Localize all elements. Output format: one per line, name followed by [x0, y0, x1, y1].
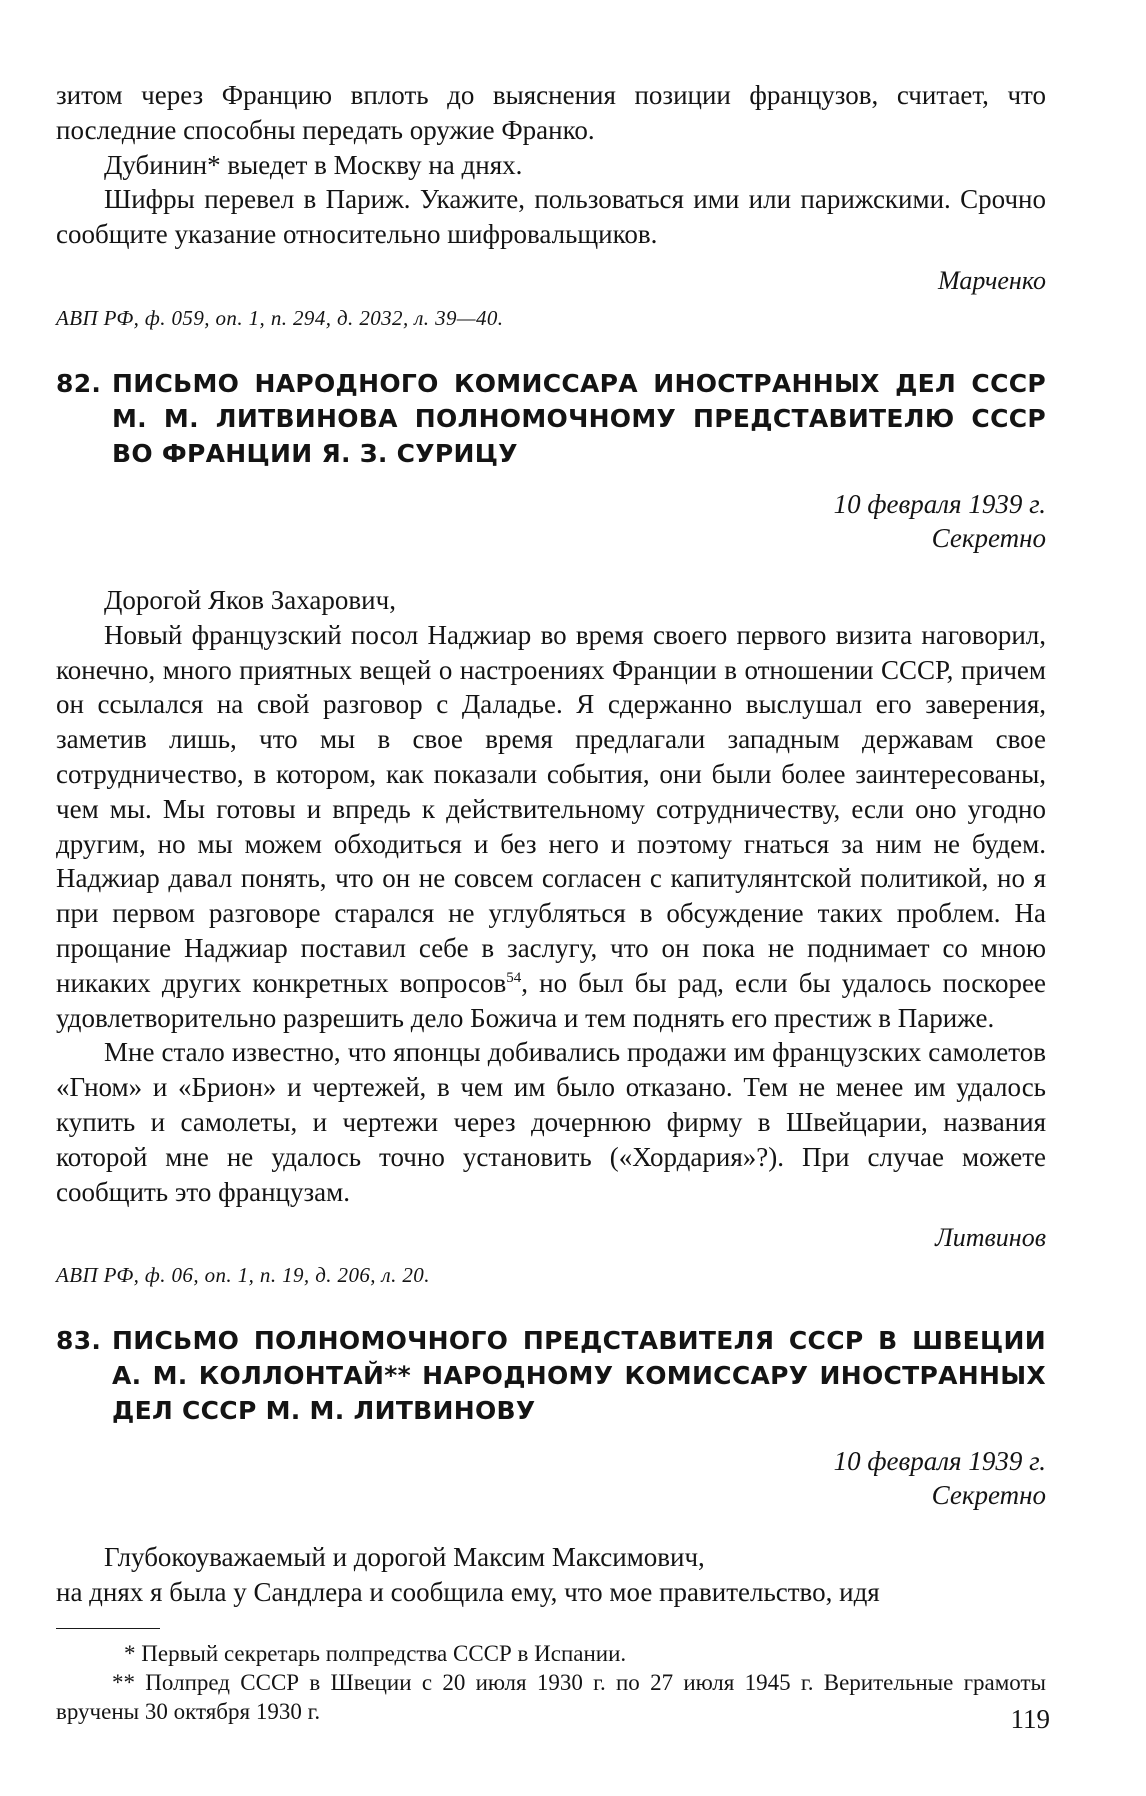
footnote-divider: [56, 1628, 160, 1630]
document-number: 82.: [56, 368, 102, 398]
ciphers-paragraph: Шифры перевел в Париж. Укажите, пользоваться ими или парижскими. Срочно сообщите указание относительно шифровальщиков.: [56, 184, 1046, 250]
letter-text-rest: , но был бы рад, если бы удалось поскорее удовлетворительно разрешить дело Божича и тем поднять его престиж в Париже.: [56, 967, 1046, 1033]
document-82-heading: [56, 366, 1046, 471]
title-text: ПИСЬМО ПОЛНОМОЧНОГО ПРЕДСТАВИТЕЛЯ СССР В ШВЕЦИИ А. М. КОЛЛОНТАЙ: [112, 1326, 1046, 1391]
title-text-rest: НАРОДНОМУ КОМИССАРУ ИНОСТРАННЫХ ДЕЛ СССР М. М. ЛИТВИНОВУ: [112, 1361, 1046, 1426]
footnote-marker: *: [207, 149, 221, 180]
footnote-1: * Первый секретарь полпредства СССР в Испании.: [124, 1641, 627, 1667]
salutation-83: Глубокоуважаемый и дорогой Максим Максимович,: [104, 1542, 705, 1573]
salutation: Дорогой Яков Захарович,: [104, 584, 396, 615]
document-title: ПИСЬМО НАРОДНОГО КОМИССАРА ИНОСТРАННЫХ ДЕЛ СССР М. М. ЛИТВИНОВА ПОЛНОМОЧНОМУ ПРЕДСТАВИТЕЛЮ СССР ВО ФРАНЦИИ Я. З. СУРИЦУ: [112, 368, 1046, 468]
dubinin-text-rest: выедет в Москву на днях.: [220, 149, 523, 180]
document-83-heading: [56, 1323, 1046, 1428]
letter-paragraph-83: на днях я была у Сандлера и сообщила ему, что мое правительство, идя: [56, 1577, 880, 1608]
letter-paragraph: [56, 618, 1046, 1036]
dubinin-text: Дубинин: [104, 149, 208, 180]
document-classification: Секретно: [931, 522, 1046, 553]
letter-text: Новый французский посол Наджиар во время своего первого визита наговорил, конечно, много приятных вещей о настроениях Франции в отношении СССР, причем он ссылался на свой разговор с Даладье. Я сдержанно выслушал его заверения, заметив лишь, что мы в свое время предлагали западным державам свое сотрудничество, в котором, как показали события, они были более заинтересованы, чем мы. Мы готовы и впредь к действительному сотрудничеству, если оно угодно другим, но мы можем обходиться и без него и поэтому гнаться за ним не будем. Наджиар давал понять, что он не совсем согласен с капитулянтской политикой, но я при первом разговоре старался не углубляться в обсуждение таких проблем. На прощание Наджиар поставил себе в заслугу, что он пока не поднимает со мною никаких других конкретных вопросов: [56, 619, 1046, 998]
document-date-83: 10 февраля 1939 г.: [833, 1446, 1046, 1477]
archive-source: АВП РФ, ф. 059, оп. 1, п. 294, д. 2032, л. 39—40.: [56, 305, 504, 330]
signature-marchenko: Марченко: [938, 265, 1046, 295]
footnote-2: ** Полпред СССР в Швеции с 20 июля 1930 г. по 27 июля 1945 г. Верительные грамоты вручены 30 октября 1930 г.: [56, 1670, 1046, 1725]
endnote-marker: 54: [506, 969, 522, 986]
dubinin-paragraph: [56, 148, 1046, 183]
document-number-83: 83.: [56, 1326, 102, 1356]
document-date: 10 февраля 1939 г.: [833, 488, 1046, 519]
continuation-paragraph: зитом через Францию вплоть до выяснения позиции французов, считает, что последние способны передать оружие Франко.: [56, 80, 1046, 145]
signature-litvinov: Литвинов: [935, 1223, 1046, 1253]
title-footnote-marker: **: [384, 1361, 411, 1391]
archive-source-82: АВП РФ, ф. 06, оп. 1, п. 19, д. 206, л. 20.: [56, 1263, 430, 1288]
document-title-83: [112, 1323, 1046, 1428]
page-number: 119: [1010, 1704, 1050, 1734]
document-page: [56, 78, 1046, 1726]
document-classification-83: Секретно: [931, 1480, 1046, 1511]
letter-paragraph-2: Мне стало известно, что японцы добивались продажи им французских самолетов «Гном» и «Брион» и чертежей, в чем им было отказано. Тем не менее им удалось купить и самолеты, и чертежи через дочернюю фирму в Швейцарии, названия которой мне не удалось точно установить («Хордария»?). При случае можете сообщить это французам.: [56, 1037, 1046, 1207]
